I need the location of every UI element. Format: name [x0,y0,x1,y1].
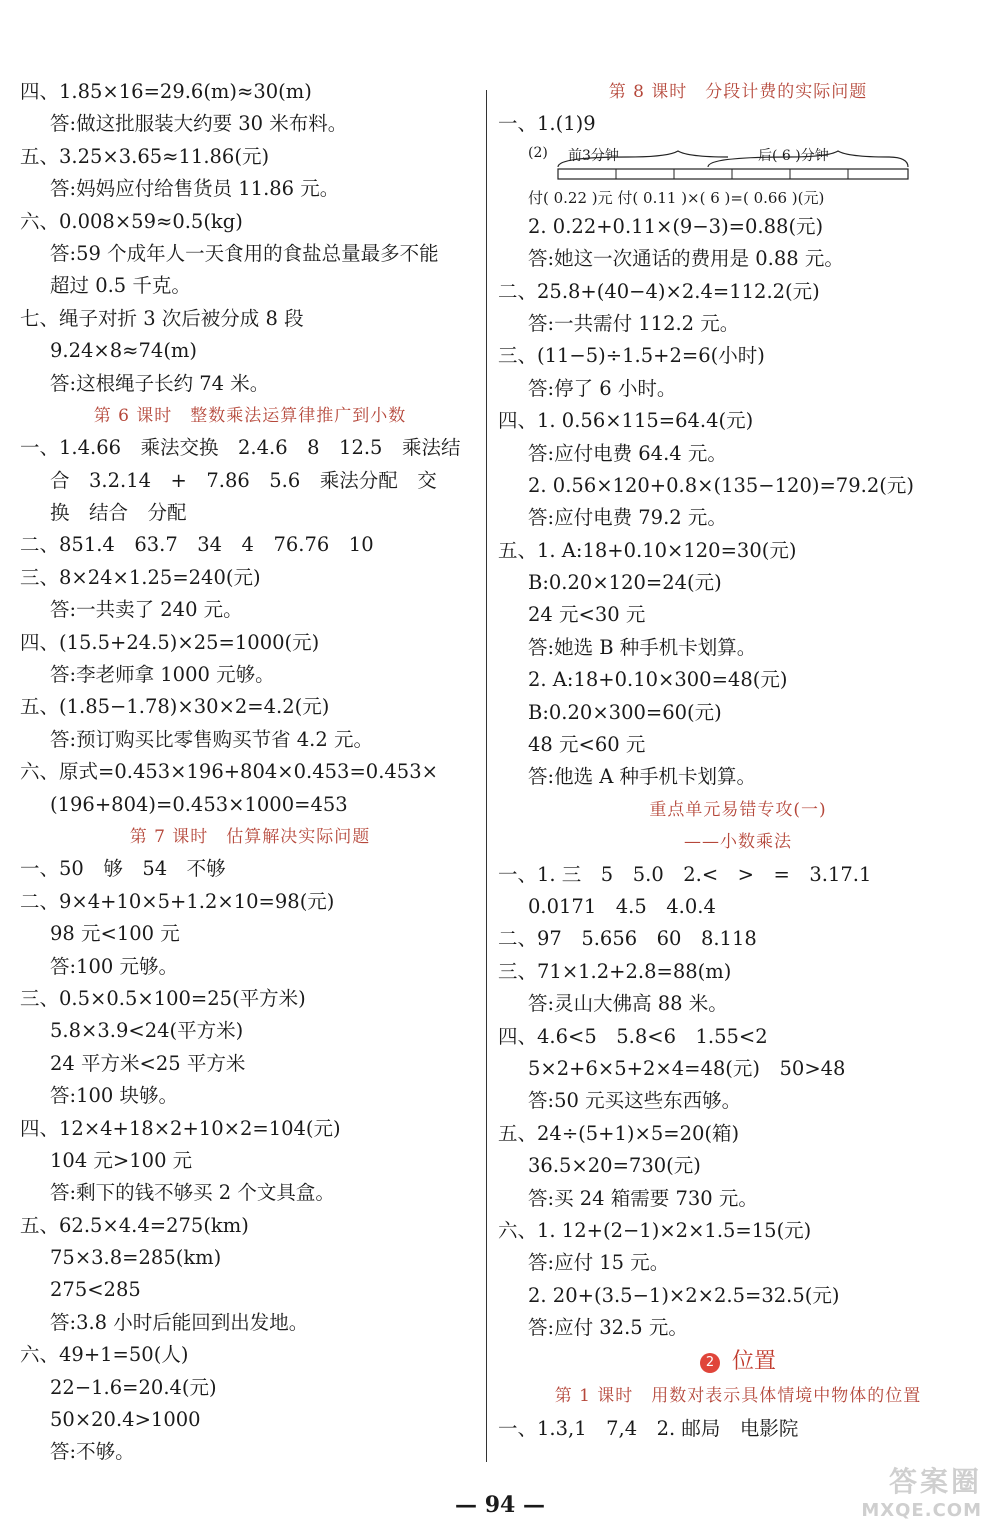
answer-line: 2. 20+(3.5−1)×2×2.5=32.5(元) [528,1283,840,1307]
answer-line: (196+804)=0.453×1000=453 [50,792,348,816]
answer-line: 三、(11−5)÷1.5+2=6(小时) [498,344,765,368]
brace-first [558,151,728,167]
answer-line: 9.24×8≈74(m) [50,339,198,363]
answer-line: 24 元<30 元 [528,603,646,627]
timeline-bar [558,169,908,179]
answer-line: 24 平方米<25 平方米 [50,1051,246,1075]
answer-line: 四、1.85×16=29.6(m)≈30(m) [20,80,312,103]
watermark-line2: MXQE.COM [861,1500,982,1521]
answer-line: 50×20.4>1000 [50,1408,201,1432]
answer-line: 二、97 5.656 60 8.118 [498,927,757,951]
segment-timeline-diagram [528,141,978,211]
left-column [20,76,480,1469]
answer-line: 三、0.5×0.5×100=25(平方米) [20,986,306,1010]
answer-line: 答:50 元买这些东西够。 [528,1089,742,1113]
answer-line: 答:她这一次通话的费用是 0.88 元。 [528,247,844,271]
watermark [782,1460,982,1530]
answer-line: 5×2+6×5+2×4=48(元) 50>48 [528,1056,846,1080]
brace-after [708,151,908,167]
answer-line: 五、1. A:18+0.10×120=30(元) [498,538,797,562]
answer-line: 275<285 [50,1278,141,1302]
review-subtitle: ——小数乘法 [684,832,792,853]
lesson-6-title: 第 6 课时 整数乘法运算律推广到小数 [93,405,407,426]
answer-line: 答:做这批服装大约要 30 米布料。 [50,112,348,136]
answer-line: 换 结合 分配 [50,501,187,525]
unit-number-badge: 2 [700,1353,720,1373]
answer-line: 答:100 元够。 [50,954,178,978]
timeline-label-first: 前3分钟 [568,147,619,164]
timeline-svg [528,141,948,187]
answer-line: 六、0.008×59≈0.5(kg) [20,209,243,233]
timeline-ticks [616,169,848,179]
answer-line: 六、1. 12+(2−1)×2×1.5=15(元) [498,1218,812,1242]
right-column [498,76,978,1445]
answer-line: 答:停了 6 小时。 [528,376,677,400]
answer-line: 合 3.2.14 + 7.86 5.6 乘法分配 交 [50,468,437,492]
answer-line: 答:100 块够。 [50,1084,178,1108]
answer-line: 三、71×1.2+2.8=88(m) [498,959,732,983]
answer-line: B:0.20×300=60(元) [528,700,722,724]
answer-line: 一、1.(1)9 [498,112,596,136]
review-title: 重点单元易错专攻(一) [649,799,827,820]
lesson-7-title: 第 7 课时 估算解决实际问题 [129,826,371,847]
answer-line: 答:他选 A 种手机卡划算。 [528,765,757,789]
answer-line: 一、1.3,1 7,4 2. 邮局 电影院 [498,1416,799,1440]
timeline-question-prefix: (2) [528,144,548,161]
answer-line: 2. A:18+0.10×300=48(元) [528,668,788,692]
answer-line: 98 元<100 元 [50,922,180,946]
answer-line: 七、绳子对折 3 次后被分成 8 段 [20,306,304,330]
answer-line: 2. 0.22+0.11×(9−3)=0.88(元) [528,214,824,238]
answer-line: 五、3.25×3.65≈11.86(元) [20,144,270,168]
answer-line: 答:灵山大佛高 88 米。 [528,992,728,1016]
answer-line: 36.5×20=730(元) [528,1154,701,1178]
answer-line: 104 元>100 元 [50,1148,193,1172]
answer-line: 二、9×4+10×5+1.2×10=98(元) [20,889,335,913]
answer-line: 22−1.6=20.4(元) [50,1375,217,1399]
answer-line: 答:她选 B 种手机卡划算。 [528,635,757,659]
answer-line: 答:剩下的钱不够买 2 个文具盒。 [50,1181,335,1205]
page-number: — 94 — [455,1492,545,1518]
answer-line: 48 元<60 元 [528,733,646,757]
answer-line: 一、1. 三 5 5.0 2.< > = 3.17.1 [498,862,872,886]
answer-line: 超过 0.5 千克。 [50,274,191,298]
answer-line: 四、12×4+18×2+10×2=104(元) [20,1116,341,1140]
column-divider [486,90,487,1462]
answer-line: 5.8×3.9<24(平方米) [50,1019,244,1043]
answer-line: 答:预订购买比零售购买节省 4.2 元。 [50,727,373,751]
answer-line: 答:买 24 箱需要 730 元。 [528,1186,758,1210]
answer-line: 二、851.4 63.7 34 4 76.76 10 [20,533,374,557]
answer-line: 五、(1.85−1.78)×30×2=4.2(元) [20,695,330,719]
answer-line: 一、50 够 54 不够 [20,857,226,881]
answer-line: 四、(15.5+24.5)×25=1000(元) [20,630,320,654]
answer-line: 四、4.6<5 5.8<6 1.55<2 [498,1024,768,1048]
answer-line: 四、1. 0.56×115=64.4(元) [498,409,754,433]
timeline-label-after: 后( 6 )分钟 [758,147,829,164]
unit-lesson-1-title: 第 1 课时 用数对表示具体情境中物体的位置 [554,1386,922,1407]
answer-line: 答:李老师拿 1000 元够。 [50,663,275,687]
answer-line: B:0.20×120=24(元) [528,571,722,595]
answer-line: 六、49+1=50(人) [20,1343,189,1367]
watermark-line1: 答案圈 [888,1465,982,1498]
unit-title-text: 位置 [731,1349,776,1375]
answer-line: 一、1.4.66 乘法交换 2.4.6 8 12.5 乘法结 [20,436,461,460]
answer-line: 六、原式=0.453×196+804×0.453=0.453× [20,760,438,784]
answer-line: 75×3.8=285(km) [50,1246,222,1270]
answer-line: 答:应付电费 79.2 元。 [528,506,727,530]
lesson-8-title: 第 8 课时 分段计费的实际问题 [608,82,868,102]
answer-line: 答:这根绳子长约 74 米。 [50,371,270,395]
answer-line: 答:应付 15 元。 [528,1251,670,1275]
answer-line: 答:不够。 [50,1440,135,1464]
answer-line: 0.0171 4.5 4.0.4 [528,894,716,918]
answer-line: 答:应付电费 64.4 元。 [528,441,727,465]
answer-line: 三、8×24×1.25=240(元) [20,565,261,589]
answer-line: 答:59 个成年人一天食用的食盐总量最多不能 [50,241,439,265]
timeline-caption: 付( 0.22 )元 付( 0.11 )×( 6 )=( 0.66 )(元) [528,188,825,207]
answer-line: 答:一共需付 112.2 元。 [528,311,740,335]
unit-2-title [498,1344,978,1380]
answer-line: 答:一共卖了 240 元。 [50,598,243,622]
answer-line: 2. 0.56×120+0.8×(135−120)=79.2(元) [528,473,914,497]
answer-line: 答:妈妈应付给售货员 11.86 元。 [50,177,340,201]
answer-line: 答:应付 32.5 元。 [528,1316,688,1340]
answer-line: 五、24÷(5+1)×5=20(箱) [498,1121,740,1145]
answer-line: 五、62.5×4.4=275(km) [20,1213,249,1237]
answer-line: 二、25.8+(40−4)×2.4=112.2(元) [498,279,820,303]
answer-line: 答:3.8 小时后能回到出发地。 [50,1310,309,1334]
